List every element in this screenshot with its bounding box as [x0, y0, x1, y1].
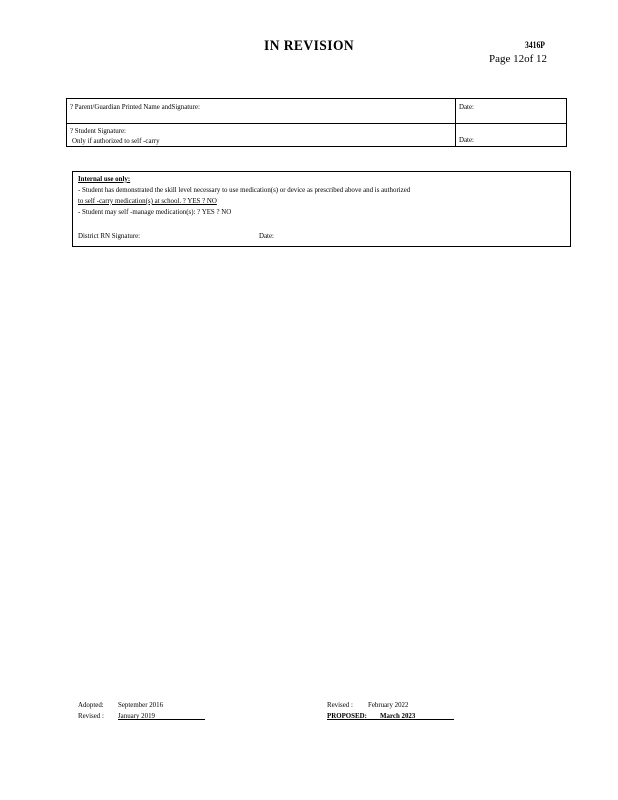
proposed-value: March 2023 — [380, 711, 416, 720]
revised2-value: February 2022 — [368, 700, 409, 709]
rn-signature-label: District RN Signature: — [78, 231, 141, 240]
revised-label: Revised : — [78, 711, 104, 720]
internal-use-line-2: to self -carry medication(s) at school. ? YES ? NO — [78, 196, 217, 205]
document-number: 3416P — [525, 40, 545, 50]
revised2-label: Revised : — [327, 700, 353, 709]
table-row-divider — [67, 123, 566, 124]
student-date-label: Date: — [459, 135, 474, 144]
revised-underline — [118, 719, 205, 720]
internal-use-line-1: - Student has demonstrated the skill level necessary to use medication(s) or device as prescribed above and is authorized — [78, 185, 411, 194]
page-number: Page 12of 12 — [489, 53, 548, 65]
parent-date-label: Date: — [459, 102, 474, 111]
table-column-divider — [455, 99, 456, 146]
proposed-label: PROPOSED: — [327, 711, 367, 720]
adopted-label: Adopted: — [78, 700, 104, 709]
internal-use-heading: Internal use only: — [78, 174, 131, 183]
internal-use-box — [72, 171, 571, 247]
signature-table — [66, 98, 567, 147]
adopted-value: September 2016 — [118, 700, 164, 709]
parent-signature-label: ? Parent/Guardian Printed Name andSignature: — [70, 102, 200, 111]
proposed-underline — [327, 719, 454, 720]
rn-date-label: Date: — [259, 231, 274, 240]
student-signature-label: ? Student Signature: — [70, 126, 126, 135]
revised-value: January 2019 — [118, 711, 155, 720]
student-self-carry-note: Only if authorized to self -carry — [72, 136, 160, 145]
page-title: IN REVISION — [264, 38, 355, 54]
internal-use-line-3: - Student may self -manage medication(s): ? YES ? NO — [78, 207, 232, 216]
